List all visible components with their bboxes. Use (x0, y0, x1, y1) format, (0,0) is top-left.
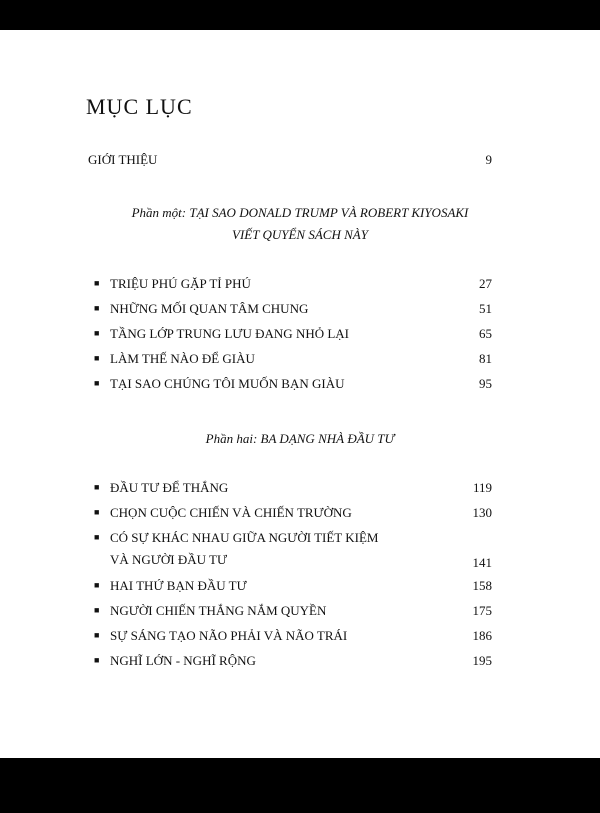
bullet-icon: ■ (94, 630, 100, 640)
toc-entry-label: NHỮNG MỐI QUAN TÂM CHUNG (110, 301, 309, 316)
part-heading-line: VIẾT QUYỂN SÁCH NÀY (232, 227, 368, 242)
toc-entry-page: 175 (472, 603, 492, 618)
toc-entry-label: CHỌN CUỘC CHIẾN VÀ CHIẾN TRƯỜNG (110, 505, 352, 520)
part-two-heading (100, 428, 500, 450)
toc-entry-page: 51 (479, 301, 492, 316)
bullet-icon: ■ (94, 532, 100, 542)
toc-entry-label (110, 530, 378, 568)
bullet-icon: ■ (94, 605, 100, 615)
toc-entry-label: SỰ SÁNG TẠO NÃO PHẢI VÀ NÃO TRÁI (110, 628, 348, 643)
toc-entry-page: 65 (479, 326, 492, 341)
toc-entry-label: TẠI SAO CHÚNG TÔI MUỐN BẠN GIÀU (110, 376, 345, 391)
bullet-icon: ■ (94, 507, 100, 517)
toc-entry-intro (88, 152, 492, 168)
bullet-icon: ■ (94, 378, 100, 388)
toc-entry-label: LÀM THẾ NÀO ĐỂ GIÀU (110, 351, 255, 366)
toc-entry-page: 9 (485, 152, 492, 167)
toc-entry-label: ĐẦU TƯ ĐỂ THẮNG (110, 480, 229, 495)
bullet-icon: ■ (94, 303, 100, 313)
bullet-icon: ■ (94, 278, 100, 288)
toc-entry-page: 186 (472, 628, 492, 643)
bullet-icon: ■ (94, 482, 100, 492)
bullet-icon: ■ (94, 580, 100, 590)
toc-entry-label-line: CÓ SỰ KHÁC NHAU GIỮA NGƯỜI TIẾT KIỆM (110, 530, 379, 545)
toc-entry-label: GIỚI THIỆU (88, 152, 158, 167)
toc-entry-label: HAI THỨ BẠN ĐẦU TƯ (110, 578, 247, 593)
bullet-icon: ■ (94, 353, 100, 363)
part-heading-line: Phần một: TẠI SAO DONALD TRUMP VÀ ROBERT KIYOSAKI (131, 205, 469, 220)
book-page (0, 30, 600, 758)
toc-entry-label: NGƯỜI CHIẾN THẮNG NẮM QUYỀN (110, 603, 327, 618)
toc-entry-page: 130 (472, 505, 492, 520)
toc-entry-page: 195 (472, 653, 492, 668)
toc-entry-page: 119 (472, 480, 492, 495)
toc-entry-page: 81 (479, 351, 492, 366)
bullet-icon: ■ (94, 328, 100, 338)
toc-entry-page: 27 (479, 276, 492, 291)
toc-entry-label: TẦNG LỚP TRUNG LƯU ĐANG NHỎ LẠI (110, 326, 350, 341)
toc-entry-page: 158 (472, 578, 492, 593)
toc-entry-label: TRIỆU PHÚ GẶP TỈ PHÚ (110, 276, 251, 291)
page-title: MỤC LỤC (86, 94, 193, 119)
part-heading-line: Phần hai: BA DẠNG NHÀ ĐẦU TƯ (205, 431, 395, 446)
bullet-icon: ■ (94, 655, 100, 665)
part-one-heading (100, 202, 500, 246)
toc-entry-label-line: VÀ NGƯỜI ĐẦU TƯ (110, 552, 228, 567)
toc-entry-page: 141 (472, 555, 492, 570)
toc-entry-label: NGHĨ LỚN - NGHĨ RỘNG (110, 653, 256, 668)
toc-entry-page: 95 (479, 376, 492, 391)
